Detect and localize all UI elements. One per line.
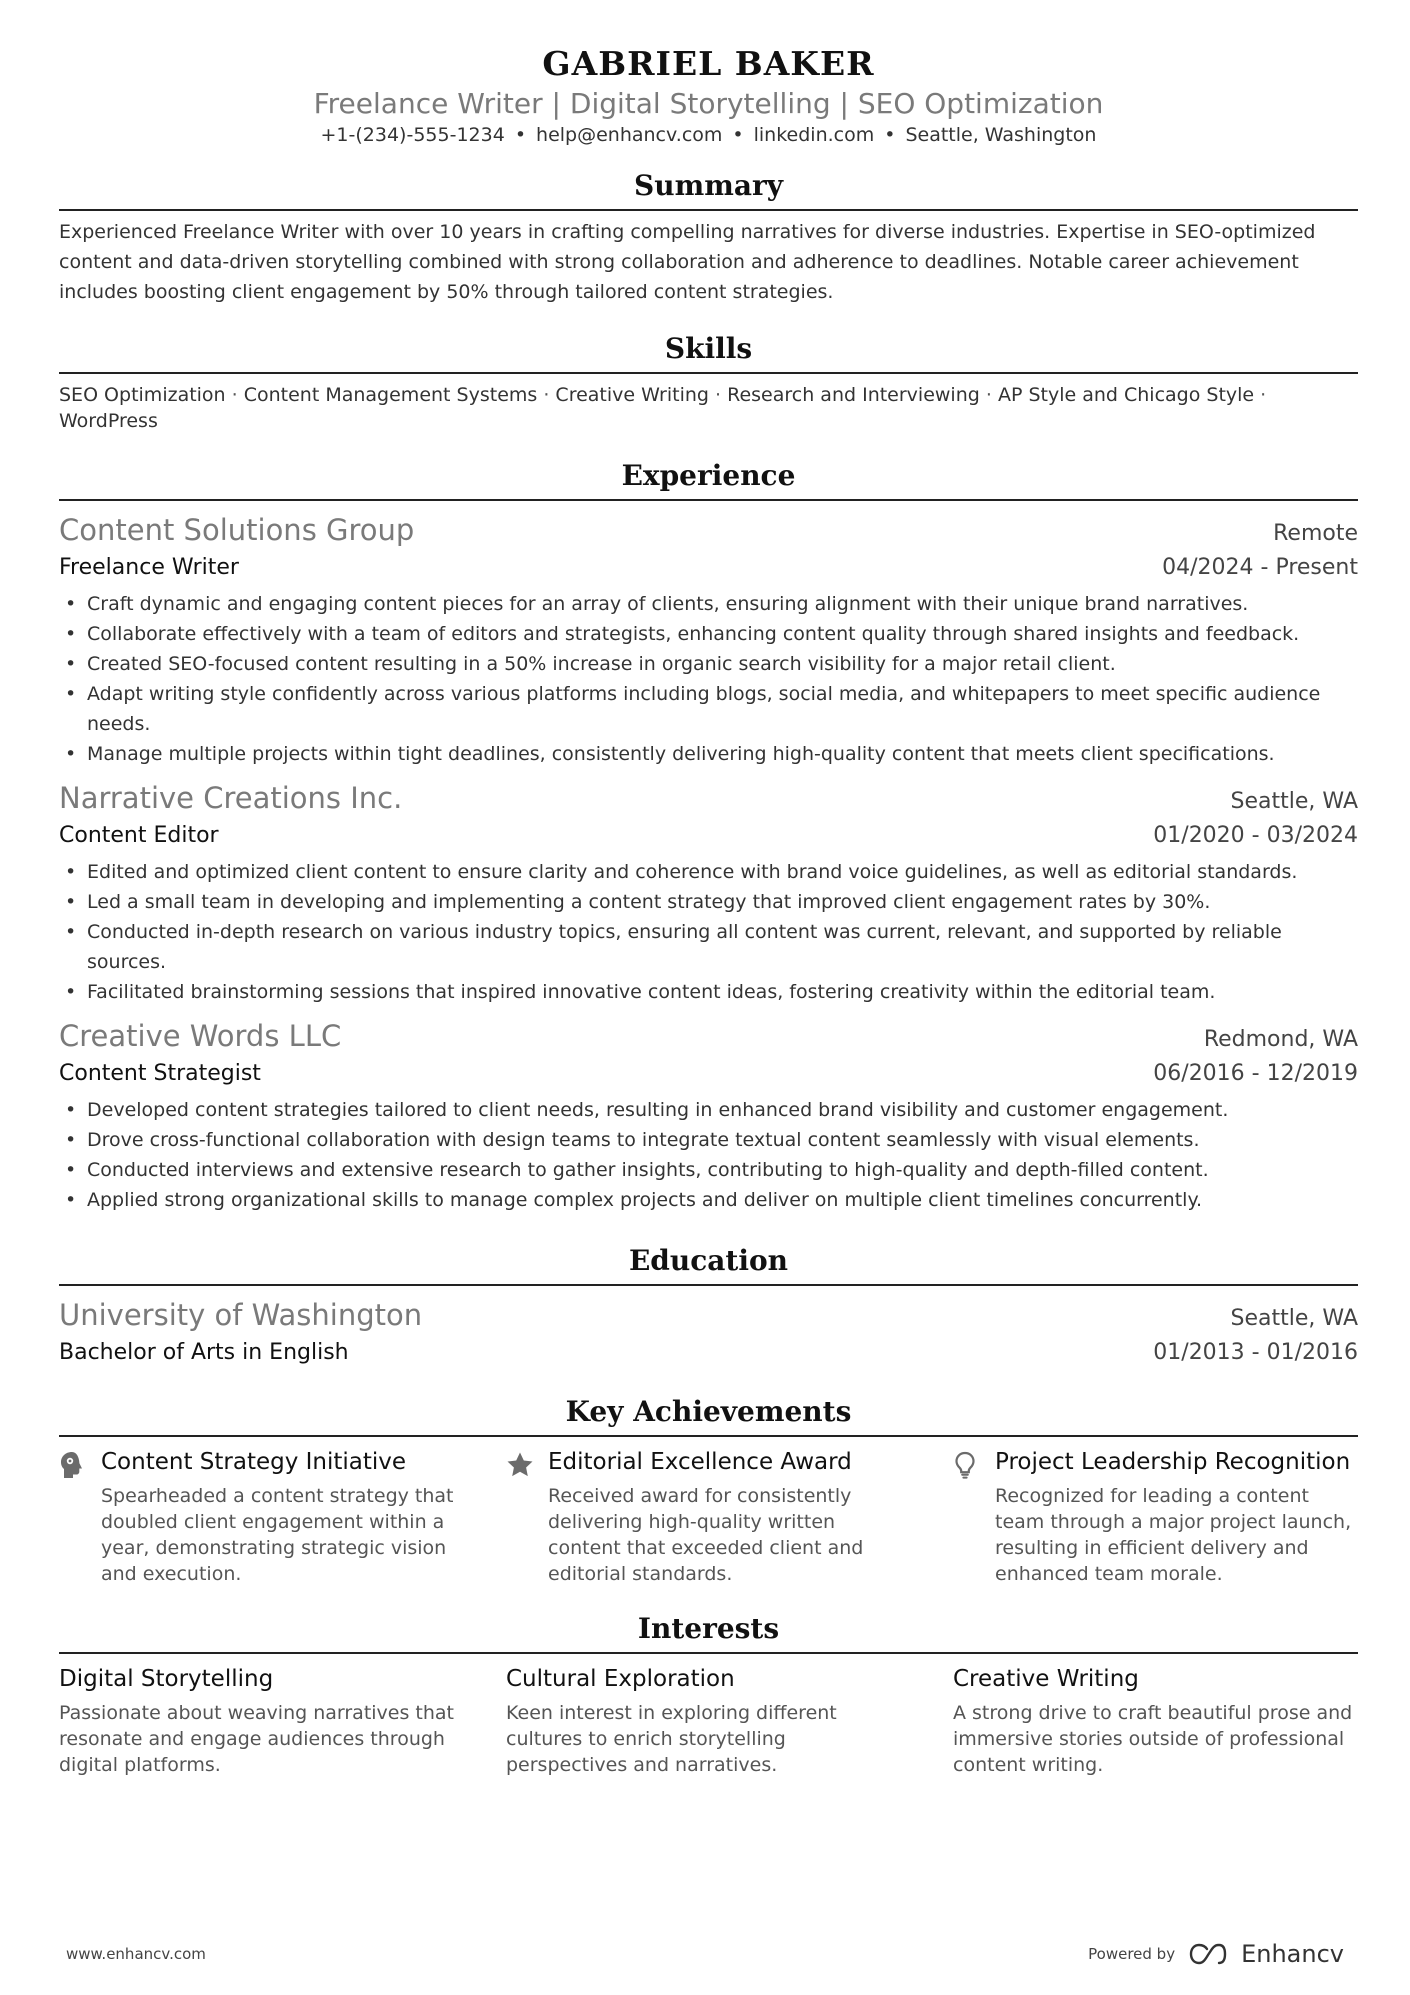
candidate-name: GABRIEL BAKER: [542, 44, 875, 83]
contact-separator: •: [732, 124, 744, 146]
section-title-skills: Skills: [59, 329, 1358, 374]
job-location: Redmond, WA: [1203, 1027, 1358, 1052]
skill-item: SEO Optimization: [59, 384, 226, 406]
interest-title: Cultural Exploration: [506, 1666, 735, 1692]
contact-separator: •: [884, 124, 896, 146]
skill-item: Creative Writing: [555, 384, 709, 406]
section-title-education: Education: [59, 1241, 1358, 1286]
interest-item: [506, 1664, 911, 1778]
education-dates: 01/2013 - 01/2016: [1153, 1340, 1358, 1365]
job-company: Narrative Creations Inc.: [59, 781, 403, 815]
interest-desc: Keen interest in exploring different cultures to enrich storytelling perspectives and narratives.: [506, 1702, 837, 1776]
contact-email[interactable]: help@enhancv.com: [536, 124, 723, 146]
job-bullet: • Drove cross-functional collaboration with design teams to integrate textual content seamlessly with visual elements.: [59, 1125, 1358, 1155]
section-title-interests: Interests: [59, 1609, 1358, 1654]
job-bullet: • Developed content strategies tailored to client needs, resulting in enhanced brand visibility and customer engagement.: [59, 1095, 1358, 1125]
achievements-section: [59, 1392, 1358, 1587]
contact-linkedin[interactable]: linkedin.com: [753, 124, 875, 146]
job-bullets: [59, 1095, 1358, 1215]
skill-item: AP Style and Chicago Style: [997, 384, 1255, 406]
powered-by: [1088, 1940, 1344, 1968]
education-school: University of Washington: [59, 1298, 423, 1332]
experience-section: [59, 456, 1358, 1215]
education-location: Seattle, WA: [1230, 1306, 1358, 1331]
achievement-item: [506, 1447, 911, 1587]
skill-item: WordPress: [59, 410, 158, 432]
summary-text: Experienced Freelance Writer with over 10 years in crafting compelling narratives for diverse industries. Expertise in SEO-optimized content and data-driven storytelling combined with strong collaboration and adherence to deadlines. Notable career achievement includes boosting client engagement by 50% through tailored content strategies.: [59, 221, 1316, 303]
achievement-desc: Recognized for leading a content team through a major project launch, resulting in efficient delivery and enhanced team morale.: [995, 1485, 1352, 1585]
job-bullet: • Applied strong organizational skills to manage complex projects and deliver on multiple client timelines concurrently.: [59, 1185, 1358, 1215]
skill-item: Content Management Systems: [243, 384, 538, 406]
star-icon: [506, 1447, 548, 1587]
brand-name: Enhancv: [1241, 1940, 1344, 1968]
job-bullet: • Manage multiple projects within tight deadlines, consistently delivering high-quality content that meets client specifications.: [59, 739, 1358, 769]
job-company: Content Solutions Group: [59, 513, 415, 547]
skills-list: SEO Optimization · Content Management Systems · Creative Writing · Research and Interviewing · AP Style and Chicago Style · WordPress: [59, 384, 1267, 432]
achievement-item: [59, 1447, 464, 1587]
job-dates: 01/2020 - 03/2024: [1153, 823, 1358, 848]
contact-separator: •: [514, 124, 527, 146]
skill-item: Research and Interviewing: [727, 384, 980, 406]
job-company: Creative Words LLC: [59, 1019, 342, 1053]
enhancv-logo-icon: [1189, 1943, 1233, 1965]
achievement-desc: Spearheaded a content strategy that doubled client engagement within a year, demonstrating strategic vision and execution.: [101, 1485, 454, 1585]
job-entry: [59, 511, 1358, 769]
achievement-desc: Received award for consistently delivering high-quality written content that exceeded client and editorial standards.: [548, 1485, 864, 1585]
job-entry: [59, 1017, 1358, 1215]
job-location: Remote: [1273, 521, 1358, 546]
job-bullet: • Conducted interviews and extensive research to gather insights, contributing to high-quality and depth-filled content.: [59, 1155, 1358, 1185]
job-role: Content Editor: [59, 823, 219, 848]
job-entry: [59, 779, 1358, 1007]
job-bullet: • Created SEO-focused content resulting in a 50% increase in organic search visibility for a major retail client.: [59, 649, 1358, 679]
section-title-summary: Summary: [59, 166, 1358, 211]
education-entry: [59, 1296, 1358, 1370]
education-degree: Bachelor of Arts in English: [59, 1340, 349, 1365]
education-section: [59, 1241, 1358, 1370]
interest-item: [59, 1664, 464, 1778]
job-bullet: • Conducted in-depth research on various industry topics, ensuring all content was current, relevant, and supported by reliable sources.: [59, 917, 1358, 977]
section-title-achievements: Key Achievements: [59, 1392, 1358, 1437]
job-dates: 04/2024 - Present: [1162, 555, 1358, 580]
section-title-experience: Experience: [59, 456, 1358, 501]
job-role: Content Strategist: [59, 1061, 261, 1086]
job-role: Freelance Writer: [59, 555, 239, 580]
brand-logo[interactable]: [1189, 1940, 1344, 1968]
brain-head-icon: [59, 1447, 101, 1587]
job-bullet: • Adapt writing style confidently across various platforms including blogs, social media, and whitepapers to meet specific audience needs.: [59, 679, 1358, 739]
lightbulb-icon: [953, 1447, 995, 1587]
achievement-item: [953, 1447, 1358, 1587]
contact-line: [59, 122, 1358, 148]
job-bullets: [59, 589, 1358, 769]
powered-by-label: Powered by: [1088, 1945, 1176, 1963]
skills-section: [59, 329, 1358, 434]
summary-section: [59, 166, 1358, 307]
interest-desc: A strong drive to craft beautiful prose and immersive stories outside of professional content writing.: [953, 1702, 1353, 1776]
headline: Freelance Writer | Digital Storytelling | SEO Optimization: [313, 87, 1104, 120]
job-bullet: • Collaborate effectively with a team of editors and strategists, enhancing content quality through shared insights and feedback.: [59, 619, 1358, 649]
job-bullet: • Edited and optimized client content to ensure clarity and coherence with brand voice guidelines, as well as editorial standards.: [59, 857, 1358, 887]
contact-phone: +1-(234)-555-1234: [320, 124, 505, 146]
job-bullets: [59, 857, 1358, 1007]
job-dates: 06/2016 - 12/2019: [1153, 1061, 1358, 1086]
interest-title: Digital Storytelling: [59, 1666, 274, 1692]
interest-title: Creative Writing: [953, 1666, 1139, 1692]
achievement-title: Content Strategy Initiative: [101, 1449, 407, 1475]
interest-item: [953, 1664, 1358, 1778]
achievement-title: Editorial Excellence Award: [548, 1449, 852, 1475]
interest-desc: Passionate about weaving narratives that resonate and engage audiences through digital platforms.: [59, 1702, 455, 1776]
footer-website[interactable]: www.enhancv.com: [66, 1945, 206, 1963]
resume-page: [59, 44, 1358, 1778]
job-bullet: • Craft dynamic and engaging content pieces for an array of clients, ensuring alignment with their unique brand narratives.: [59, 589, 1358, 619]
job-bullet: • Led a small team in developing and implementing a content strategy that improved client engagement rates by 30%.: [59, 887, 1358, 917]
contact-location: Seattle, Washington: [905, 124, 1097, 146]
interests-section: [59, 1609, 1358, 1778]
job-bullet: • Facilitated brainstorming sessions that inspired innovative content ideas, fostering creativity within the editorial team.: [59, 977, 1358, 1007]
footer: [66, 1940, 1344, 1968]
job-location: Seattle, WA: [1230, 789, 1358, 814]
achievement-title: Project Leadership Recognition: [995, 1449, 1351, 1475]
